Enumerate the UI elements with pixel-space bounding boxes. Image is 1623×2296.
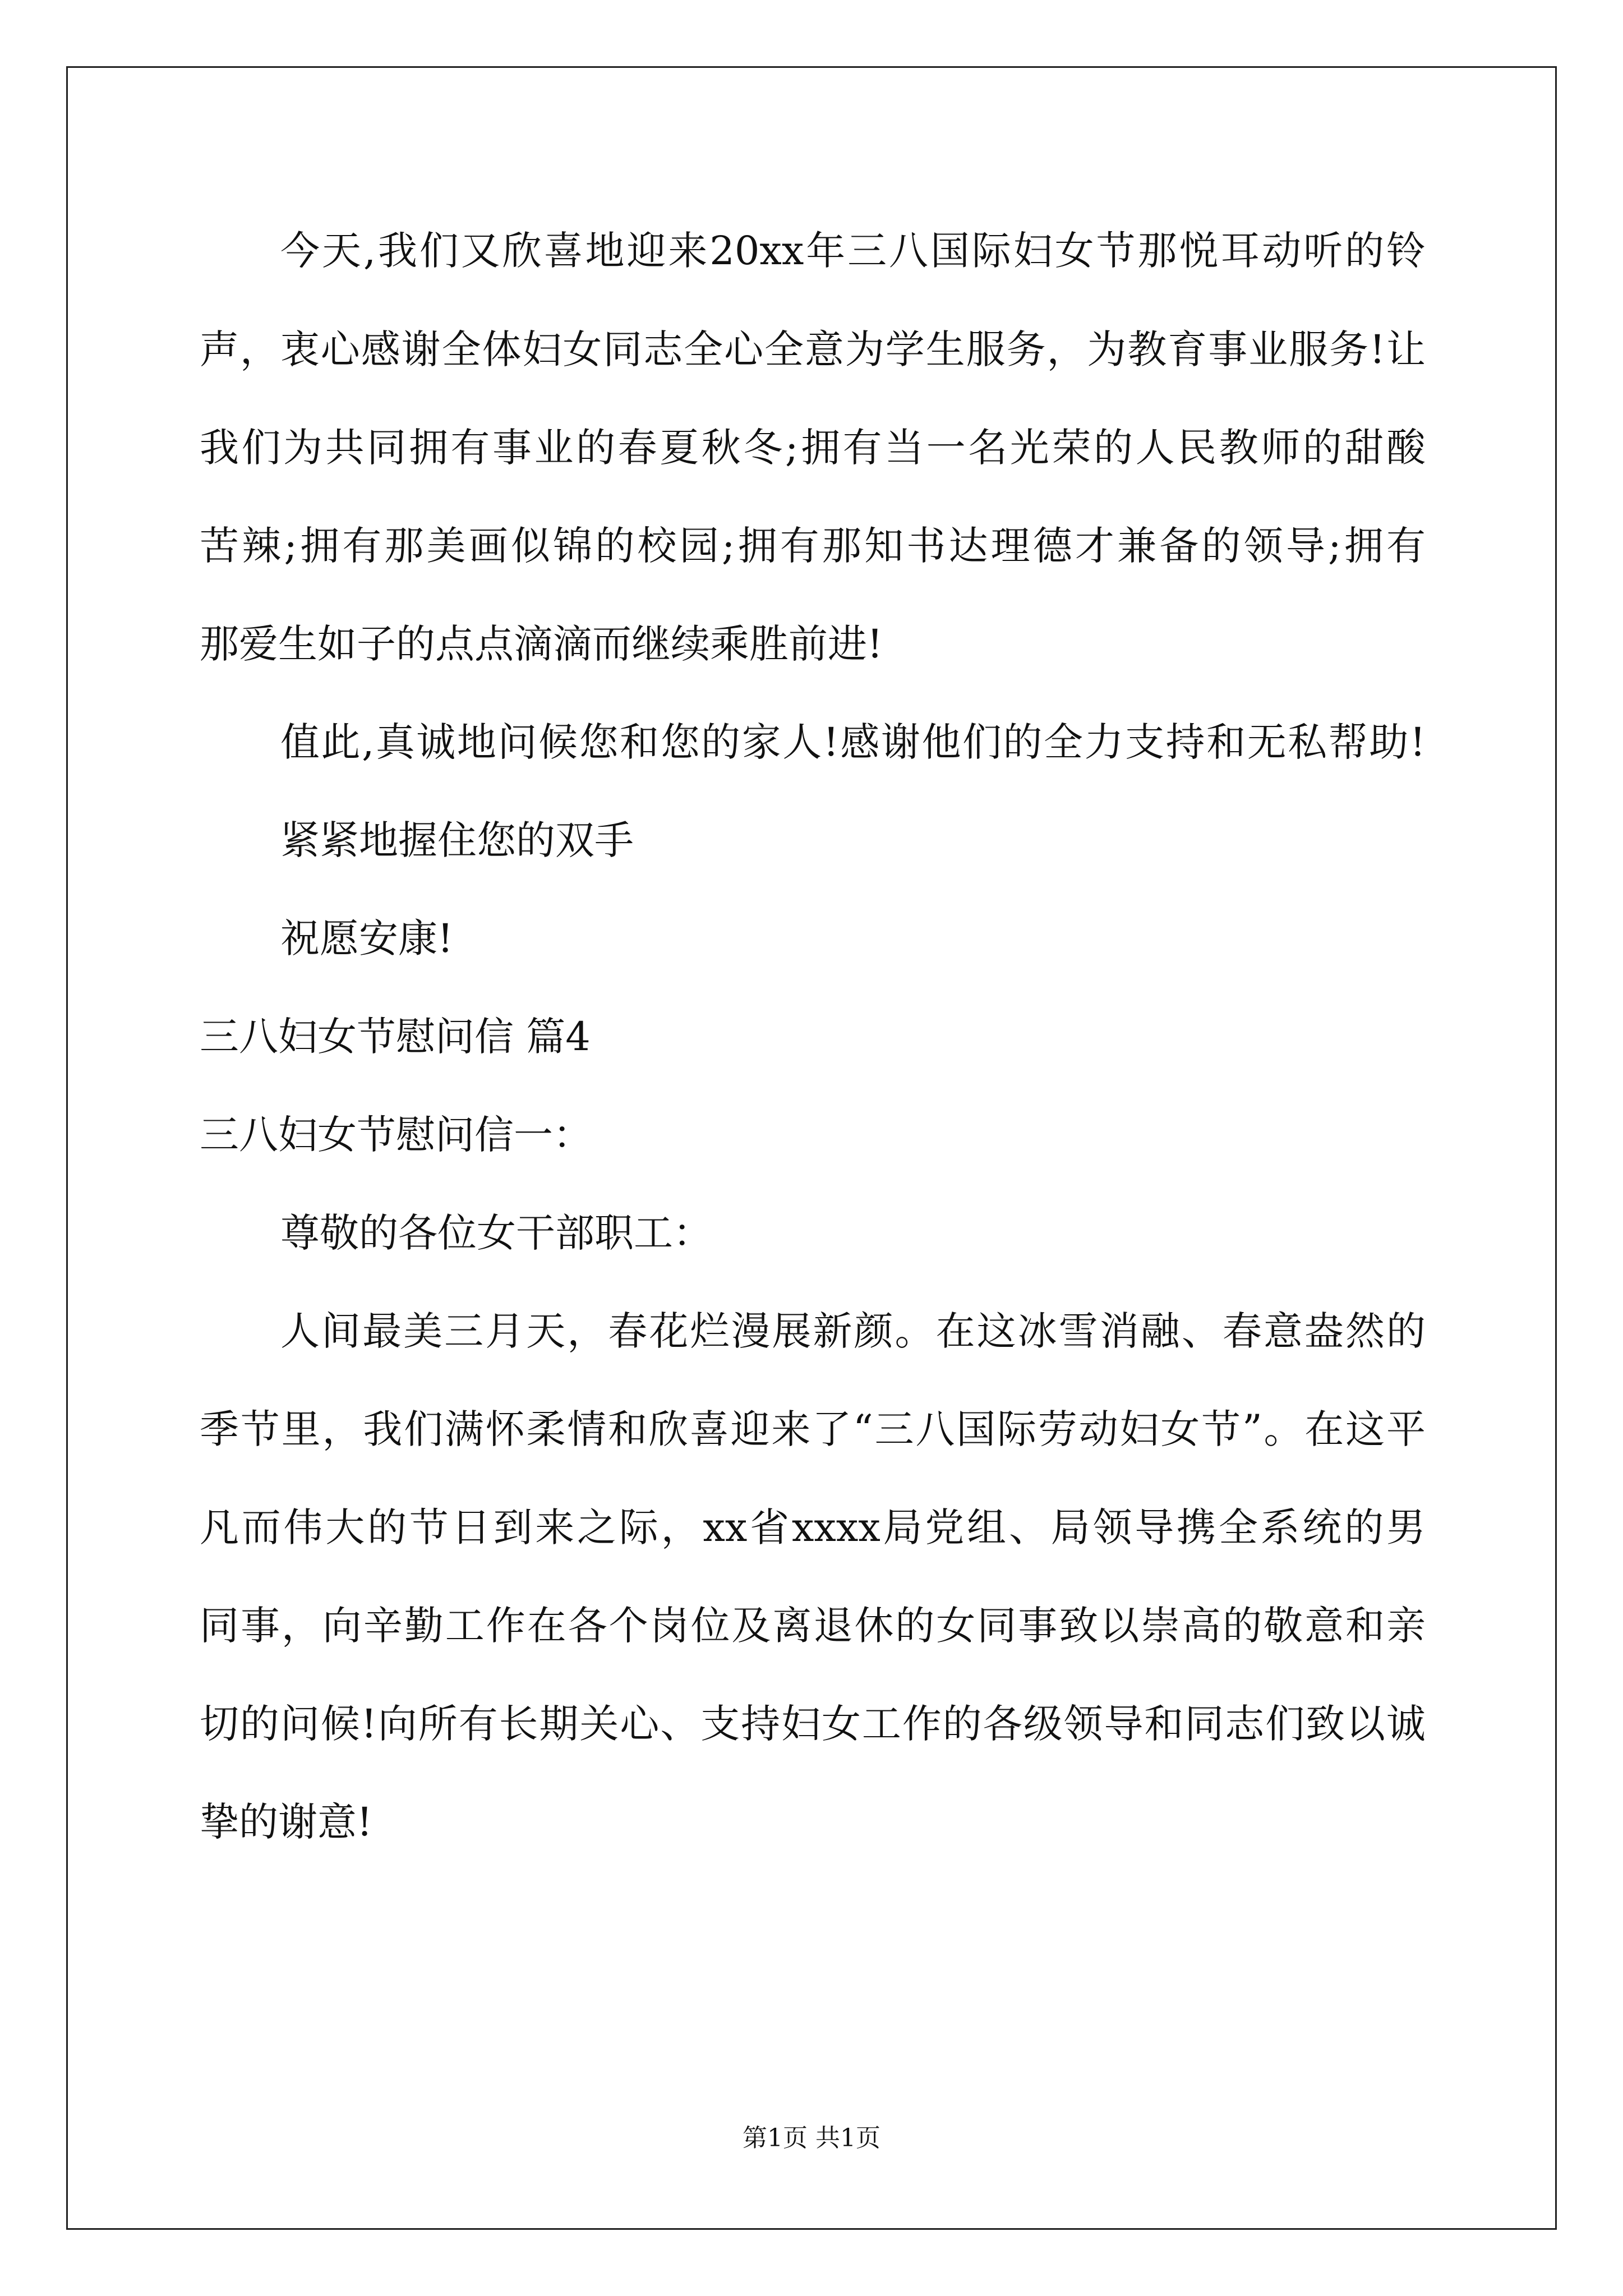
paragraph-line: 季节里，我们满怀柔情和欣喜迎来了“三八国际劳动妇女节”。在这平 <box>200 1406 1426 1452</box>
paragraph-line: 今天,我们又欣喜地迎来20xx年三八国际妇女节那悦耳动听的铃 <box>280 228 1426 274</box>
section-heading: 三八妇女节慰问信 篇4 <box>200 1014 591 1060</box>
paragraph-line: 我们为共同拥有事业的春夏秋冬;拥有当一名光荣的人民教师的甜酸 <box>200 425 1426 471</box>
salutation: 尊敬的各位女干部职工： <box>280 1210 712 1256</box>
paragraph-line: 声，衷心感谢全体妇女同志全心全意为学生服务，为教育事业服务!让 <box>200 326 1426 372</box>
paragraph-line: 人间最美三月天，春花烂漫展新颜。在这冰雪消融、春意盎然的 <box>280 1308 1426 1354</box>
paragraph-line: 切的问候!向所有长期关心、支持妇女工作的各级领导和同志们致以诚 <box>200 1701 1426 1747</box>
letter-title: 三八妇女节慰问信一： <box>200 1112 592 1158</box>
paragraph-line: 紧紧地握住您的双手 <box>280 817 634 863</box>
paragraph-line: 苦辣;拥有那美画似锦的校园;拥有那知书达理德才兼备的领导;拥有 <box>200 523 1426 569</box>
paragraph-line: 挚的谢意! <box>200 1799 373 1845</box>
paragraph-line: 同事，向辛勤工作在各个岗位及离退休的女同事致以崇高的敬意和亲 <box>200 1603 1426 1649</box>
paragraph-line: 祝愿安康! <box>280 915 454 961</box>
paragraph-line: 值此,真诚地问候您和您的家人!感谢他们的全力支持和无私帮助! <box>280 719 1426 765</box>
paragraph-line: 那爱生如子的点点滴滴而继续乘胜前进! <box>200 621 883 667</box>
page-footer: 第1页 共1页 <box>743 2124 880 2152</box>
paragraph-line: 凡而伟大的节日到来之际，xx省xxxx局党组、局领导携全系统的男 <box>200 1504 1426 1550</box>
